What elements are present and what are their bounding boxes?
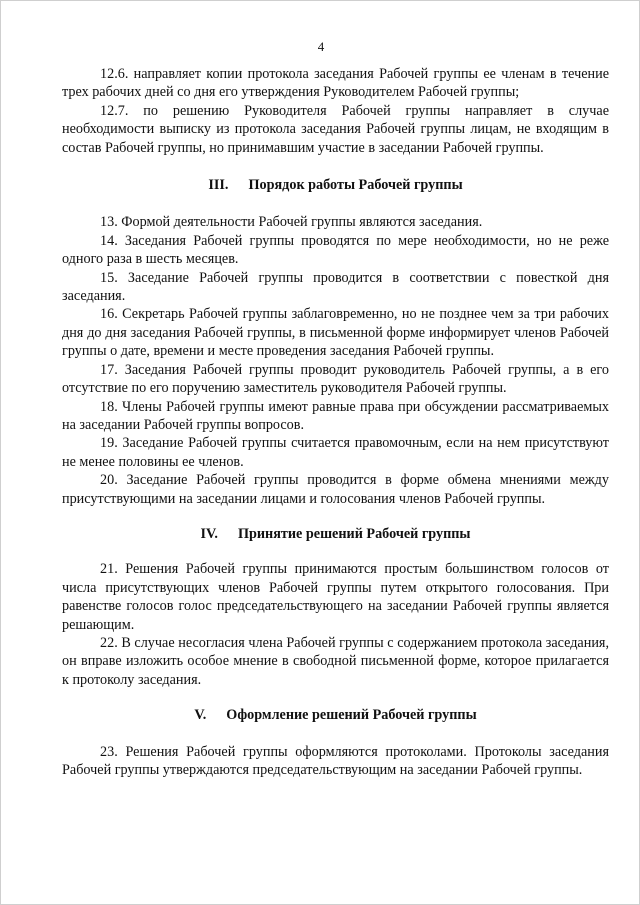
section-title: Оформление решений Рабочей группы — [226, 707, 477, 724]
paragraph-18: 18. Члены Рабочей группы имеют равные права при обсуждении рассматриваемых на заседании Рабочей группы вопросов. — [62, 398, 609, 433]
paragraph-15: 15. Заседание Рабочей группы проводится в соответствии с повесткой дня заседания. — [62, 269, 609, 305]
paragraph-16: 16. Секретарь Рабочей группы заблаговременно, но не позднее чем за три рабочих дня до дня заседания Рабочей группы, в письменной форме информирует членов Рабочей группы о дате, времени и месте проведения заседания Рабочей группы. — [62, 306, 609, 360]
paragraph-21: 21. Решения Рабочей группы принимаются простым большинством голосов от числа присутствующих членов Рабочей группы путем открытого голосования. При равенстве голосов голос председательствующего на заседании Рабочей группы является решающим. — [62, 561, 609, 633]
paragraph-14: 14. Заседания Рабочей группы проводятся по мере необходимости, но не реже одного раза в шесть месяцев. — [62, 232, 609, 268]
section-number: V. — [194, 707, 207, 724]
paragraph-17: 17. Заседания Рабочей группы проводит руководитель Рабочей группы, а в его отсутствие по его поручению заместитель руководителя Рабочей группы. — [62, 361, 609, 397]
section-heading-4 — [62, 525, 609, 543]
section-number: IV. — [200, 525, 218, 542]
section-number: III. — [208, 177, 229, 194]
section-title: Принятие решений Рабочей группы — [237, 525, 471, 542]
page-number: 4 — [317, 39, 325, 54]
paragraph-22: 22. В случае несогласия члена Рабочей группы с содержанием протокола заседания, он вправе изложить особое мнение в свободной письменной форме, которое прилагается к протоколу заседания. — [62, 634, 609, 688]
document-body — [62, 65, 609, 779]
section-title: Порядок работы Рабочей группы — [248, 177, 463, 194]
paragraph-23: 23. Решения Рабочей группы оформляются протоколами. Протоколы заседания Рабочей группы утверждаются председательствующим на заседании Рабочей группы. — [62, 743, 609, 778]
paragraph-19: 19. Заседание Рабочей группы считается правомочным, если на нем присутствуют не менее половины ее членов. — [62, 435, 609, 470]
paragraph-20: 20. Заседание Рабочей группы проводится в форме обмена мнениями между присутствующими на заседании лицами и голосования членов Рабочей группы. — [62, 472, 609, 507]
section-heading-5 — [62, 706, 609, 724]
section-heading-3 — [62, 176, 609, 194]
paragraph-12-7: 12.7. по решению Руководителя Рабочей группы направляет в случае необходимости выписку из протокола заседания Рабочей группы лицам, не входящим в состав Рабочей группы, но принимавшим участие в заседании Рабочей группы. — [62, 102, 609, 156]
paragraph-12-6: 12.6. направляет копии протокола заседания Рабочей группы ее членам в течение трех рабочих дней со дня его утверждения Руководителем Рабочей группы; — [62, 66, 609, 101]
paragraph-13: 13. Формой деятельности Рабочей группы являются заседания. — [100, 214, 483, 231]
